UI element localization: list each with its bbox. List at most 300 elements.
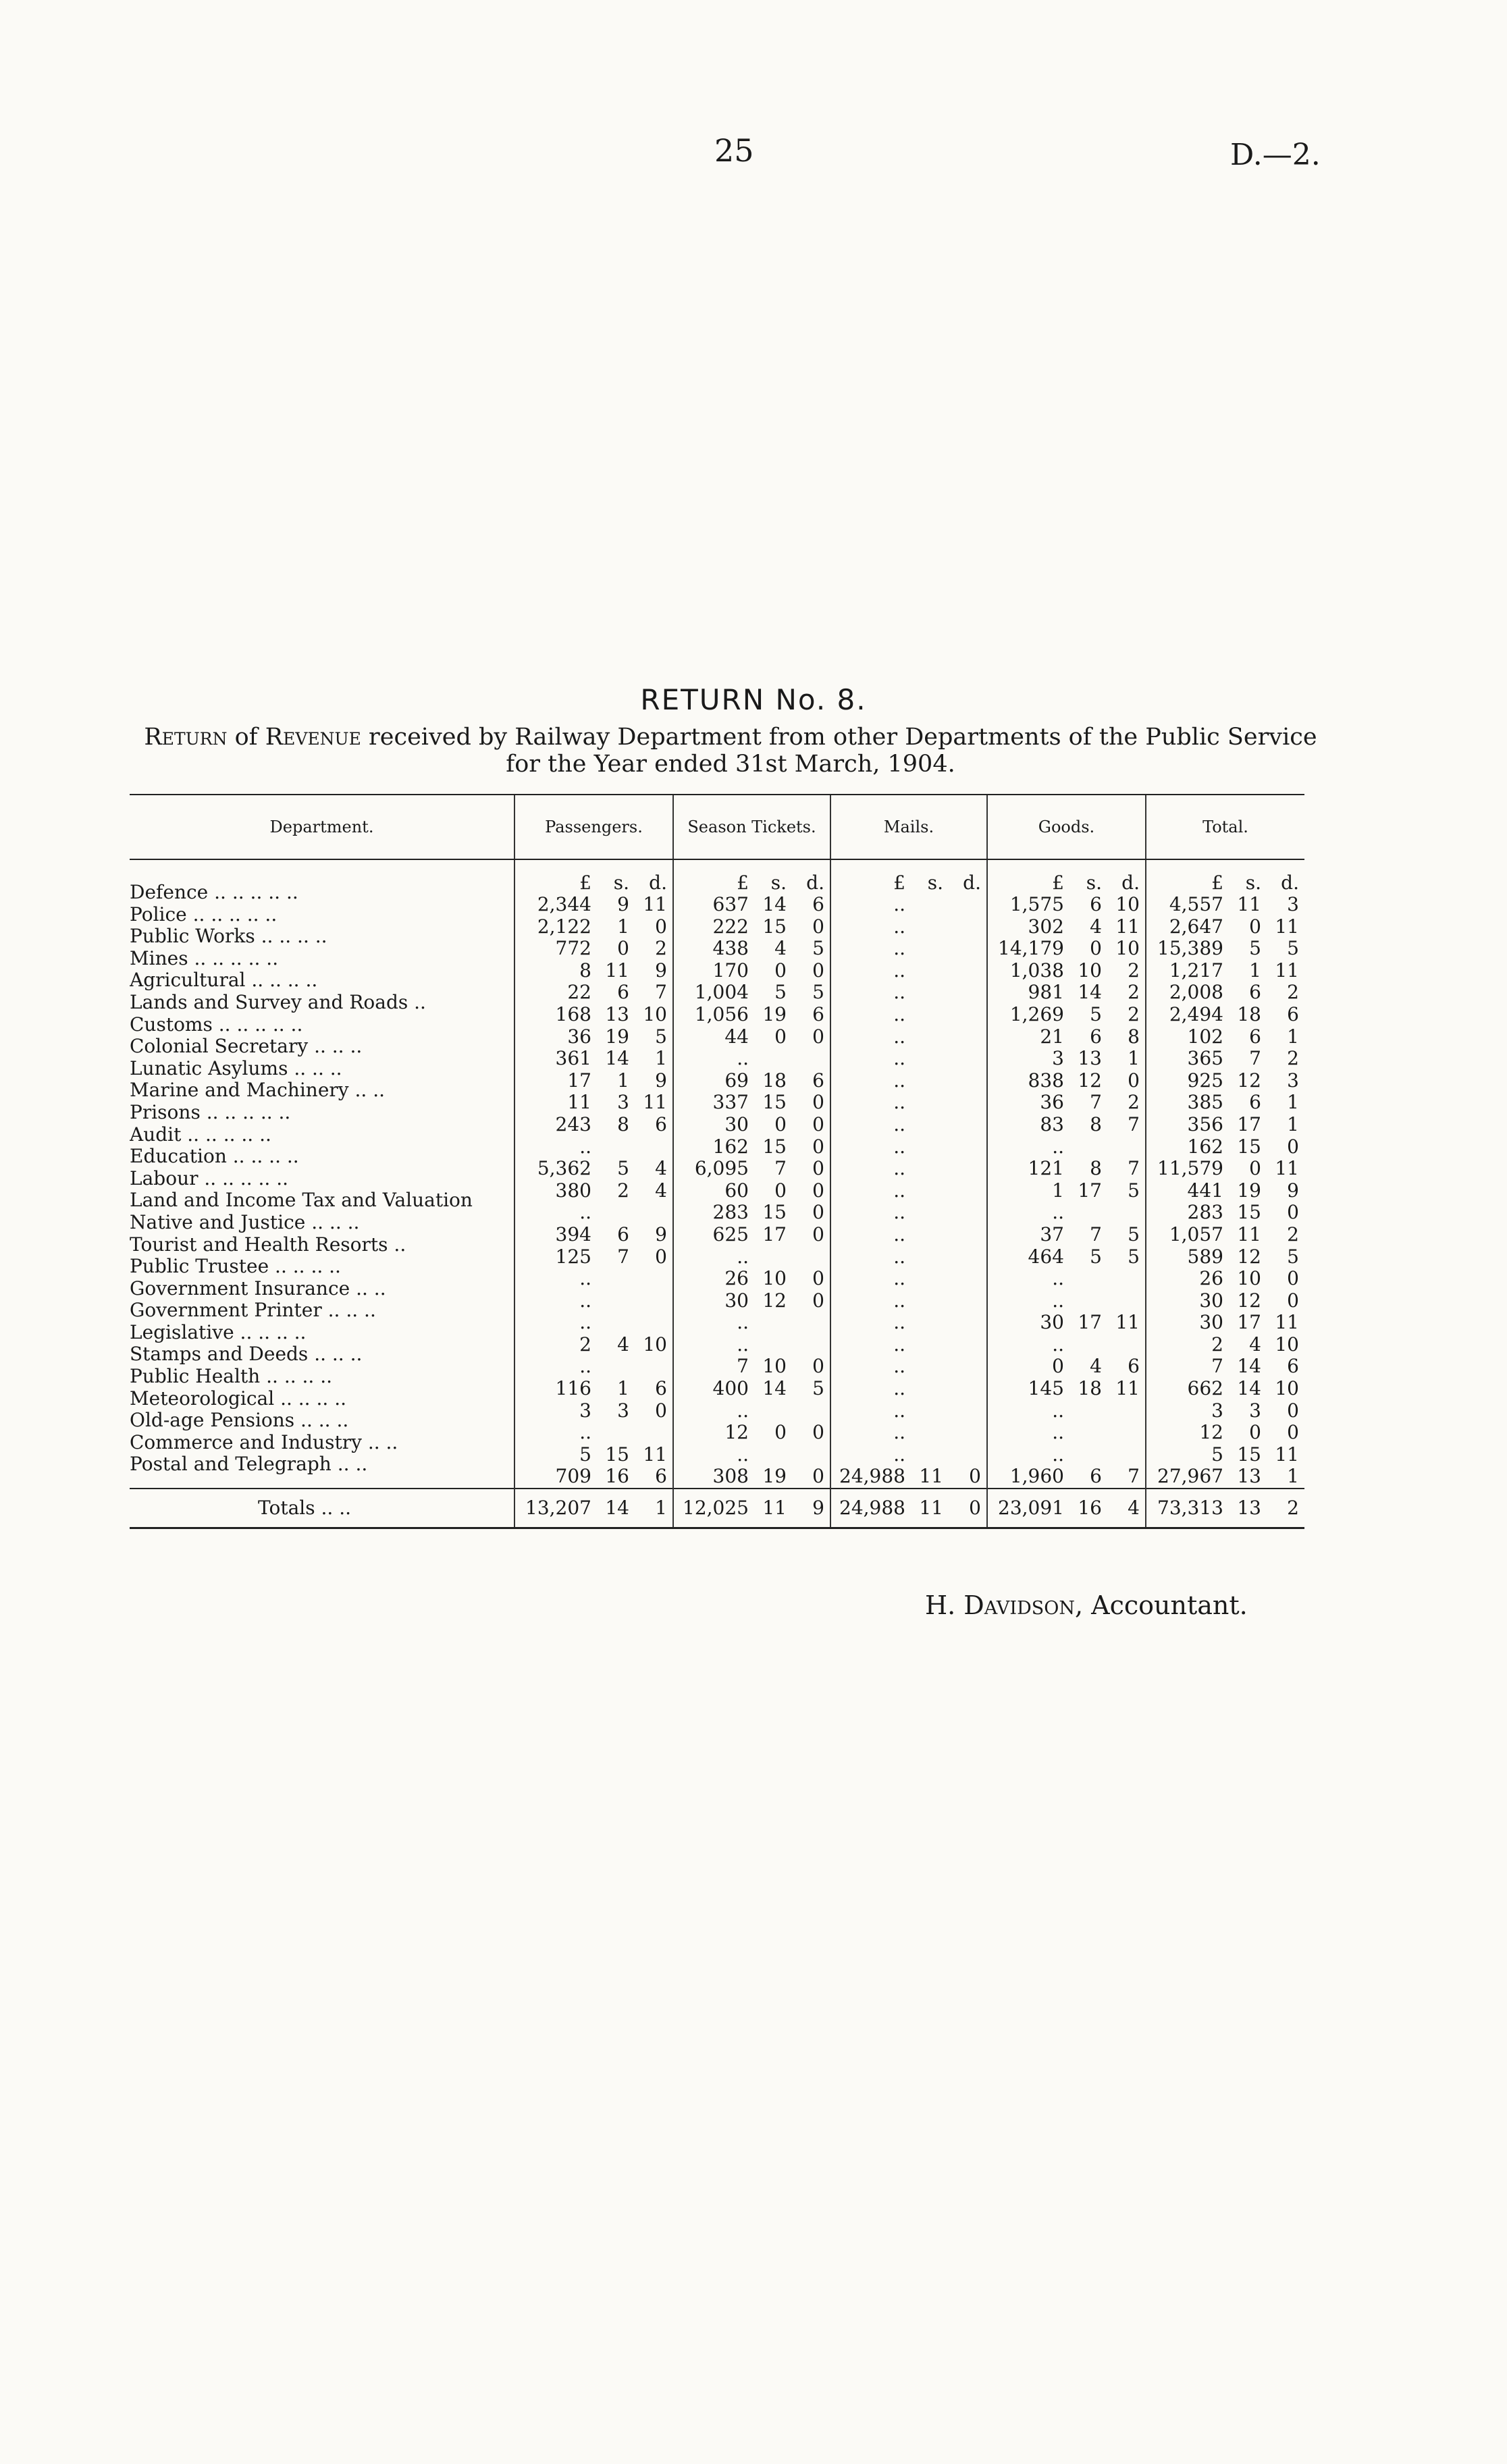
amount-cell (988, 1444, 1145, 1466)
amount-shillings: 17 (1237, 1113, 1261, 1135)
department-list (130, 882, 514, 1476)
table-header-row (130, 795, 1304, 859)
amount-pounds: 11,579 (1157, 1157, 1223, 1180)
amount-pence: 10 (1275, 1377, 1299, 1400)
amount-pence: 5 (1287, 937, 1299, 960)
amount-pence: 2 (1128, 959, 1140, 982)
amount-cell (988, 1136, 1145, 1158)
department-name: Land and Income Tax and Valuation (130, 1189, 473, 1212)
unit-pence: d. (1121, 872, 1140, 894)
amount-pence: 0 (812, 1355, 824, 1378)
amount-shillings (911, 1312, 949, 1334)
amount-pounds: .. (893, 1179, 905, 1202)
amount-pounds: .. (893, 1333, 905, 1356)
amount-pounds: 2,344 (537, 893, 591, 915)
amount-cell (831, 1136, 986, 1158)
amount-pence: 0 (812, 1113, 824, 1135)
amount-cell (515, 1048, 672, 1070)
amount-shillings (911, 1224, 949, 1246)
amount-shillings: 4 (1090, 915, 1102, 938)
amount-cell (988, 916, 1145, 938)
amount-shillings: 7 (1090, 1223, 1102, 1246)
amount-cell (515, 1070, 672, 1092)
header-total: Total. (1146, 795, 1304, 859)
amount-cell (831, 1180, 986, 1202)
amount-pounds: 385 (1187, 1091, 1223, 1114)
amount-pounds: 365 (1187, 1047, 1223, 1070)
header-passengers: Passengers. (514, 795, 673, 859)
amount-cell (988, 982, 1145, 1004)
department-name: Colonial Secretary .. .. .. (130, 1036, 363, 1058)
amount-pence (949, 1180, 986, 1202)
amount-shillings: 2 (617, 1179, 629, 1202)
amount-shillings: 1 (617, 1069, 629, 1092)
amount-pounds: 12 (724, 1421, 749, 1444)
department-name: Marine and Machinery .. .. (130, 1079, 385, 1102)
amount-pounds: .. (893, 1245, 905, 1268)
amount-pence: 1 (655, 1047, 667, 1070)
amount-shillings (911, 1048, 949, 1070)
amount-pence (1107, 1422, 1145, 1444)
amount-shillings (754, 1048, 792, 1070)
amount-pence: 10 (1115, 937, 1140, 960)
amount-pounds: 30 (1199, 1289, 1223, 1312)
amount-pence: 11 (1115, 1377, 1140, 1400)
amount-shillings (754, 1334, 792, 1356)
amount-pounds: 2,494 (1169, 1002, 1223, 1025)
amount-cell (515, 1334, 672, 1356)
amount-pence: 0 (812, 959, 824, 982)
amount-cell (674, 1004, 830, 1026)
amount-cell (674, 1158, 830, 1180)
amount-pounds: .. (579, 1421, 591, 1444)
amount-pounds: .. (579, 1135, 591, 1158)
amount-pounds: .. (737, 1399, 749, 1422)
amount-cell (674, 1290, 830, 1312)
amount-pence (949, 1356, 986, 1378)
amount-cell (831, 916, 986, 938)
amount-shillings: 7 (774, 1157, 787, 1180)
amount-cell (1146, 1334, 1304, 1356)
department-name: Old-age Pensions .. .. .. (130, 1410, 349, 1432)
amount-pounds: .. (893, 915, 905, 938)
totals-row (130, 1489, 1304, 1528)
amount-shillings: 0 (1090, 937, 1102, 960)
amount-pence (635, 1312, 672, 1334)
amount-pounds: 662 (1187, 1377, 1223, 1400)
amount-cell (674, 1180, 830, 1202)
amount-pounds: .. (893, 1135, 905, 1158)
page-number: 25 (714, 132, 754, 169)
amount-shillings: 6 (1249, 981, 1261, 1004)
amount-shillings: 6 (1090, 893, 1102, 915)
amount-pence (1107, 1290, 1145, 1312)
revenue-table (130, 794, 1304, 1529)
amount-pence (949, 982, 986, 1004)
totals-amount (674, 1497, 830, 1520)
amount-cell (1146, 960, 1304, 982)
amount-shillings: 11 (605, 959, 629, 982)
description-lead-return: Return (144, 724, 228, 751)
amount-shillings: 10 (1078, 959, 1102, 982)
amount-pounds: .. (737, 1047, 749, 1070)
amount-shillings: 3 (617, 1091, 629, 1114)
amount-shillings (911, 1158, 949, 1180)
header-season-tickets: Season Tickets. (673, 795, 830, 859)
amount-cell (988, 1334, 1145, 1356)
unit-pence: d. (1281, 872, 1299, 894)
amount-pounds: .. (737, 1311, 749, 1334)
amount-pence: 10 (1115, 893, 1140, 915)
amount-pence: 0 (969, 1496, 981, 1519)
amount-pounds: .. (893, 893, 905, 915)
amount-cell (831, 1202, 986, 1224)
description-text: received by Railway Department from other Departments of the Public Service for the Year ended 31st March, 1904. (369, 724, 1317, 778)
amount-pounds: .. (893, 1443, 905, 1466)
amount-shillings: 6 (1090, 1465, 1102, 1488)
amount-cell (1146, 894, 1304, 916)
amount-shillings: 15 (762, 1135, 787, 1158)
amount-cell (674, 1048, 830, 1070)
amount-pence: 7 (655, 981, 667, 1004)
amount-pence: 0 (812, 1157, 824, 1180)
amount-pence: 0 (655, 1399, 667, 1422)
total-column (1146, 859, 1304, 1489)
amount-cell (674, 1378, 830, 1400)
totals-amount (831, 1497, 986, 1520)
amount-pounds: .. (893, 1311, 905, 1334)
amount-pence (949, 1290, 986, 1312)
amount-cell (674, 1246, 830, 1268)
description-of: of (234, 724, 258, 751)
amount-cell (988, 1422, 1145, 1444)
amount-pence (635, 1136, 672, 1158)
amount-cell (988, 1224, 1145, 1246)
amount-shillings: 13 (1078, 1047, 1102, 1070)
amount-pounds: 7 (737, 1355, 749, 1378)
amount-cell (515, 1290, 672, 1312)
amount-pence: 0 (1287, 1201, 1299, 1224)
amount-pounds: 12 (1199, 1421, 1223, 1444)
amount-cell (515, 1114, 672, 1136)
amount-pounds: 8 (579, 959, 591, 982)
amount-shillings: 8 (617, 1113, 629, 1135)
amount-pence: 1 (655, 1496, 667, 1519)
amount-shillings: 17 (1078, 1179, 1102, 1202)
amount-shillings: 6 (1249, 1025, 1261, 1048)
amount-pounds: 2,008 (1169, 981, 1223, 1004)
amount-pounds: 5 (1211, 1443, 1223, 1466)
amount-pence (949, 1312, 986, 1334)
amount-shillings: 19 (762, 1002, 787, 1025)
amount-pounds: 1,056 (694, 1002, 749, 1025)
amount-shillings: 13 (605, 1002, 629, 1025)
amount-shillings (597, 1202, 635, 1224)
totals-goods (987, 1489, 1146, 1528)
amount-pounds: .. (1052, 1289, 1064, 1312)
amount-cell (674, 982, 830, 1004)
amount-cell (831, 1356, 986, 1378)
amount-pounds: 3 (579, 1399, 591, 1422)
amount-shillings: 19 (762, 1465, 787, 1488)
amount-shillings: 11 (919, 1496, 943, 1519)
unit-pence: d. (806, 872, 824, 894)
amount-pence (949, 1092, 986, 1114)
amount-pounds: .. (893, 1355, 905, 1378)
amount-pence: 0 (1287, 1135, 1299, 1158)
amount-pounds: 30 (1040, 1311, 1064, 1334)
amount-pence: 10 (1275, 1333, 1299, 1356)
department-name: Legislative .. .. .. .. (130, 1321, 307, 1343)
amount-pence: 2 (1128, 981, 1140, 1004)
amount-pounds: 102 (1187, 1025, 1223, 1048)
amount-cell (515, 1092, 672, 1114)
amount-pence (949, 938, 986, 960)
amount-pence (949, 1400, 986, 1422)
amount-shillings: 13 (1237, 1465, 1261, 1488)
department-name: Labour .. .. .. .. .. (130, 1167, 288, 1189)
amount-cell (1146, 938, 1304, 960)
amount-cell (1146, 1378, 1304, 1400)
amount-shillings: 1 (617, 915, 629, 938)
amount-pence: 0 (1287, 1267, 1299, 1290)
department-name: Lunatic Asylums .. .. .. (130, 1057, 342, 1079)
amount-pence (949, 1378, 986, 1400)
amount-pence: 7 (1128, 1157, 1140, 1180)
amount-cell (674, 916, 830, 938)
amount-cell (831, 1334, 986, 1356)
document-reference: D.—2. (1230, 138, 1321, 172)
amount-shillings (911, 938, 949, 960)
amount-cell (988, 1378, 1145, 1400)
amount-pence: 8 (1128, 1025, 1140, 1048)
amount-pounds: 13,207 (525, 1496, 591, 1519)
amount-cell (988, 1268, 1145, 1290)
amount-cell (1146, 1158, 1304, 1180)
amount-cell (831, 1158, 986, 1180)
amount-shillings: 11 (1237, 893, 1261, 915)
amount-cell (674, 1268, 830, 1290)
amount-pounds: .. (893, 1157, 905, 1180)
amount-shillings: 19 (605, 1025, 629, 1048)
amount-pounds: 637 (712, 893, 749, 915)
amount-shillings (911, 982, 949, 1004)
amount-cell (1146, 1004, 1304, 1026)
amount-shillings: 5 (1090, 1002, 1102, 1025)
amount-shillings: 1 (1249, 959, 1261, 982)
amount-pounds: 162 (712, 1135, 749, 1158)
amount-pounds: 337 (712, 1091, 749, 1114)
amount-pounds: 222 (712, 915, 749, 938)
amount-pence: 0 (812, 1025, 824, 1048)
amount-shillings (1069, 1400, 1107, 1422)
amount-pence (792, 1246, 830, 1268)
goods-column (987, 859, 1146, 1489)
amount-pounds: .. (893, 1399, 905, 1422)
amount-pence (949, 1004, 986, 1026)
amount-cell (674, 1400, 830, 1422)
header-department: Department. (130, 795, 514, 859)
amount-pence: 0 (812, 1179, 824, 1202)
amount-pence (949, 1136, 986, 1158)
amount-pence: 7 (1128, 1113, 1140, 1135)
amount-cell (515, 1444, 672, 1466)
amount-cell (988, 1312, 1145, 1334)
amount-cell (515, 1356, 672, 1378)
amount-pence (949, 1268, 986, 1290)
amount-cell (515, 1378, 672, 1400)
amount-cell (988, 1180, 1145, 1202)
amount-pence (635, 1422, 672, 1444)
amount-pence (949, 1422, 986, 1444)
amount-shillings: 15 (762, 1201, 787, 1224)
amount-pounds: 2,122 (537, 915, 591, 938)
amount-pence: 0 (655, 1245, 667, 1268)
amount-pounds: 3 (1052, 1047, 1064, 1070)
amount-cell (1146, 1202, 1304, 1224)
amount-cell (515, 1466, 672, 1488)
amount-cell (515, 960, 672, 982)
amount-shillings: 6 (1249, 1091, 1261, 1114)
amount-pence: 11 (643, 1091, 667, 1114)
amount-pence: 6 (1287, 1002, 1299, 1025)
amount-cell (674, 1070, 830, 1092)
amount-pence: 2 (1287, 1496, 1299, 1519)
amount-pence (635, 1268, 672, 1290)
department-name: Tourist and Health Resorts .. (130, 1233, 406, 1256)
amount-shillings (754, 1400, 792, 1422)
amount-pounds: 1,057 (1169, 1223, 1223, 1246)
amount-pounds: 4,557 (1169, 893, 1223, 915)
amount-cell (831, 1290, 986, 1312)
amount-pence: 11 (1275, 1311, 1299, 1334)
unit-shilling: s. (1245, 872, 1261, 894)
amount-shillings: 6 (1090, 1025, 1102, 1048)
amount-cell (988, 1400, 1145, 1422)
amount-pounds: 302 (1028, 915, 1064, 938)
amount-pounds: 925 (1187, 1069, 1223, 1092)
amount-pence: 2 (1128, 1002, 1140, 1025)
department-name: Defence .. .. .. .. .. (130, 882, 298, 903)
amount-shillings (597, 1312, 635, 1334)
amount-pounds: 625 (712, 1223, 749, 1246)
amount-pounds: 125 (555, 1245, 591, 1268)
table-body-row (130, 859, 1304, 1489)
amount-pence: 0 (812, 1465, 824, 1488)
amount-shillings (911, 1356, 949, 1378)
amount-shillings: 12 (1237, 1289, 1261, 1312)
department-name: Government Printer .. .. .. (130, 1300, 376, 1322)
amount-shillings (1069, 1202, 1107, 1224)
amount-pounds: .. (893, 1091, 905, 1114)
amount-pounds: .. (737, 1333, 749, 1356)
amount-cell (515, 1180, 672, 1202)
amount-pence: 4 (1128, 1496, 1140, 1519)
amount-cell (515, 1026, 672, 1048)
amount-cell (674, 1026, 830, 1048)
amount-pence: 0 (812, 1135, 824, 1158)
amount-shillings (911, 1180, 949, 1202)
amount-pounds: 36 (567, 1025, 591, 1048)
amount-pence: 7 (1128, 1465, 1140, 1488)
amount-shillings: 14 (605, 1047, 629, 1070)
amount-pence (949, 1158, 986, 1180)
amount-shillings: 0 (617, 937, 629, 960)
amount-pence: 9 (655, 1069, 667, 1092)
amount-cell (1146, 1048, 1304, 1070)
amount-pence: 5 (812, 937, 824, 960)
amount-pounds: 17 (567, 1069, 591, 1092)
amount-shillings: 17 (762, 1223, 787, 1246)
amount-shillings: 19 (1237, 1179, 1261, 1202)
amount-pounds: .. (579, 1355, 591, 1378)
amount-cell (831, 1466, 986, 1488)
amount-cell (988, 1466, 1145, 1488)
amount-shillings (1069, 1334, 1107, 1356)
amount-pence: 6 (812, 1069, 824, 1092)
amount-shillings (754, 1246, 792, 1268)
amount-pounds: 60 (724, 1179, 749, 1202)
amount-pounds: .. (579, 1267, 591, 1290)
amount-pence (949, 916, 986, 938)
unit-header-row (831, 860, 986, 894)
amount-pence: 2 (1287, 1223, 1299, 1246)
amount-pounds: .. (893, 1267, 905, 1290)
unit-pence: d. (963, 872, 981, 894)
totals-total (1146, 1489, 1304, 1528)
amount-pence: 6 (812, 1002, 824, 1025)
amount-pence: 11 (1115, 1311, 1140, 1334)
amount-shillings: 6 (617, 981, 629, 1004)
amount-cell (674, 1422, 830, 1444)
signature (925, 1590, 1248, 1620)
amount-shillings: 4 (617, 1333, 629, 1356)
amount-shillings: 15 (1237, 1135, 1261, 1158)
amount-shillings: 7 (1249, 1047, 1261, 1070)
amount-pounds: 0 (1052, 1355, 1064, 1378)
unit-header-row (988, 860, 1145, 894)
amount-pence: 11 (1275, 959, 1299, 982)
totals-amount (515, 1497, 672, 1520)
amount-pence (792, 1312, 830, 1334)
amount-cell (515, 1400, 672, 1422)
amount-pounds: 44 (724, 1025, 749, 1048)
amount-cell (674, 1136, 830, 1158)
amount-pounds: 6,095 (694, 1157, 749, 1180)
amount-pounds: 1,004 (694, 981, 749, 1004)
amount-pounds: 37 (1040, 1223, 1064, 1246)
amount-pounds: 2,647 (1169, 915, 1223, 938)
amount-pence: 2 (1128, 1091, 1140, 1114)
amount-pence: 9 (655, 1223, 667, 1246)
amount-pence (949, 1070, 986, 1092)
amount-shillings (754, 1312, 792, 1334)
amount-cell (515, 1202, 672, 1224)
amount-pence: 9 (812, 1496, 824, 1519)
amount-cell (831, 960, 986, 982)
amount-shillings (597, 1136, 635, 1158)
amount-cell (831, 894, 986, 916)
amount-pounds: 26 (724, 1267, 749, 1290)
amount-shillings: 0 (1249, 915, 1261, 938)
amount-pounds: .. (1052, 1333, 1064, 1356)
department-name: Commerce and Industry .. .. (130, 1431, 398, 1453)
amount-shillings: 11 (762, 1496, 787, 1519)
amount-shillings: 0 (774, 1421, 787, 1444)
amount-shillings (911, 894, 949, 916)
amount-pounds: .. (893, 1002, 905, 1025)
amount-cell (515, 1268, 672, 1290)
